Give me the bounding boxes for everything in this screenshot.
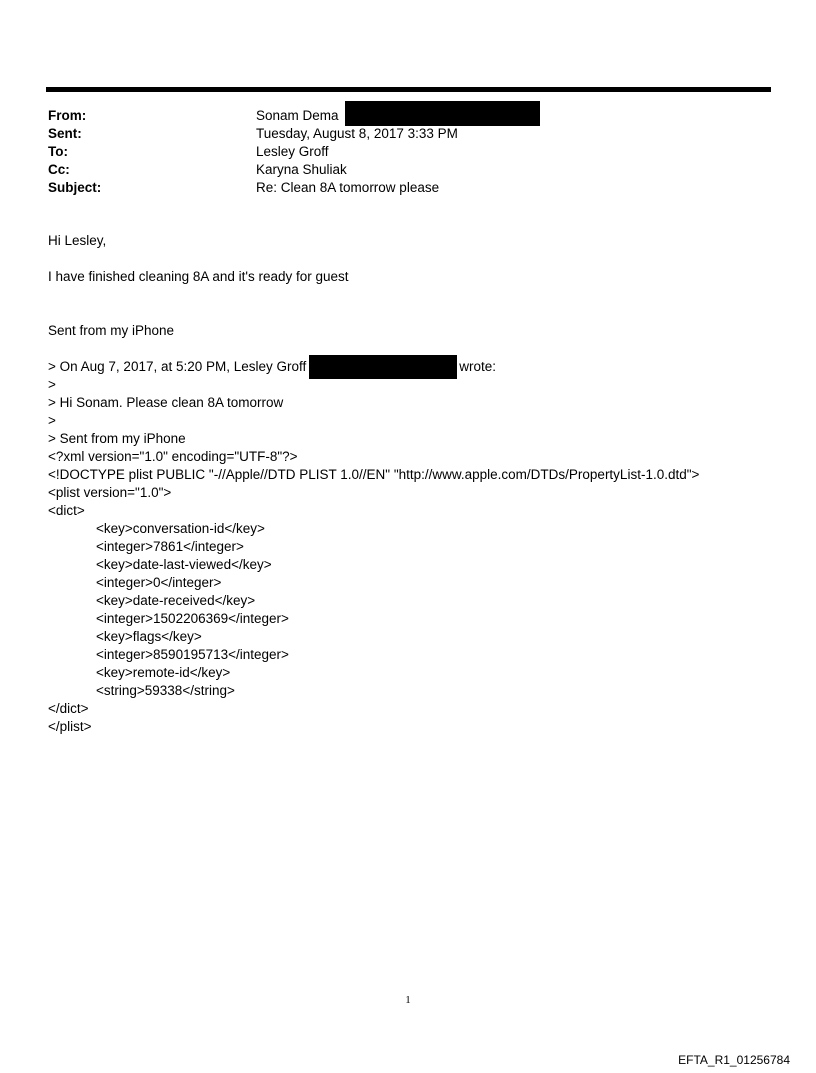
quote-blank: > [48, 413, 56, 428]
subject-value: Re: Clean 8A tomorrow please [256, 180, 440, 195]
email-body [48, 232, 699, 736]
to-label: To: [48, 144, 68, 159]
dict-line: <integer>1502206369</integer> [96, 611, 289, 626]
dict-line: <string>59338</string> [96, 683, 235, 698]
page-number: 1 [405, 994, 411, 1006]
signature: Sent from my iPhone [48, 323, 175, 338]
dict-line: <key>date-received</key> [96, 593, 256, 608]
quote-intro: > On Aug 7, 2017, at 5:20 PM, Lesley Groff [48, 359, 307, 374]
quote-wrote: wrote: [459, 359, 497, 374]
redaction-box [309, 355, 457, 379]
sent-value: Tuesday, August 8, 2017 3:33 PM [256, 126, 458, 141]
plist-line: <?xml version="1.0" encoding="UTF-8"?> [48, 449, 298, 464]
redaction-box [345, 101, 540, 126]
dict-line: <integer>0</integer> [96, 575, 222, 590]
quote-signature: > Sent from my iPhone [48, 431, 186, 446]
quote-text: > Hi Sonam. Please clean 8A tomorrow [48, 395, 284, 410]
from-label: From: [48, 108, 87, 123]
subject-label: Subject: [48, 180, 102, 195]
from-value: Sonam Dema [256, 108, 339, 123]
quote-blank: > [48, 377, 56, 392]
cc-value: Karyna Shuliak [256, 162, 347, 177]
dict-line: <key>date-last-viewed</key> [96, 557, 272, 572]
sent-label: Sent: [48, 126, 82, 141]
dict-line: <key>remote-id</key> [96, 665, 231, 680]
dict-line: <integer>7861</integer> [96, 539, 244, 554]
message-text: I have finished cleaning 8A and it's ready for guest [48, 269, 349, 284]
quote-intro-line [48, 358, 699, 376]
to-value: Lesley Groff [256, 144, 329, 159]
cc-label: Cc: [48, 162, 70, 177]
plist-line: <!DOCTYPE plist PUBLIC "-//Apple//DTD PLIST 1.0//EN" "http://www.apple.com/DTDs/PropertyList-1.0.dtd"> [48, 467, 700, 482]
closing-line: </dict> [48, 701, 89, 716]
header-rule [46, 87, 771, 92]
bates-number: EFTA_R1_01256784 [678, 1053, 790, 1067]
plist-line: <dict> [48, 503, 85, 518]
dict-line: <key>conversation-id</key> [96, 521, 265, 536]
dict-line: <integer>8590195713</integer> [96, 647, 289, 662]
closing-line: </plist> [48, 719, 92, 734]
greeting: Hi Lesley, [48, 233, 107, 248]
dict-line: <key>flags</key> [96, 629, 202, 644]
plist-line: <plist version="1.0"> [48, 485, 172, 500]
